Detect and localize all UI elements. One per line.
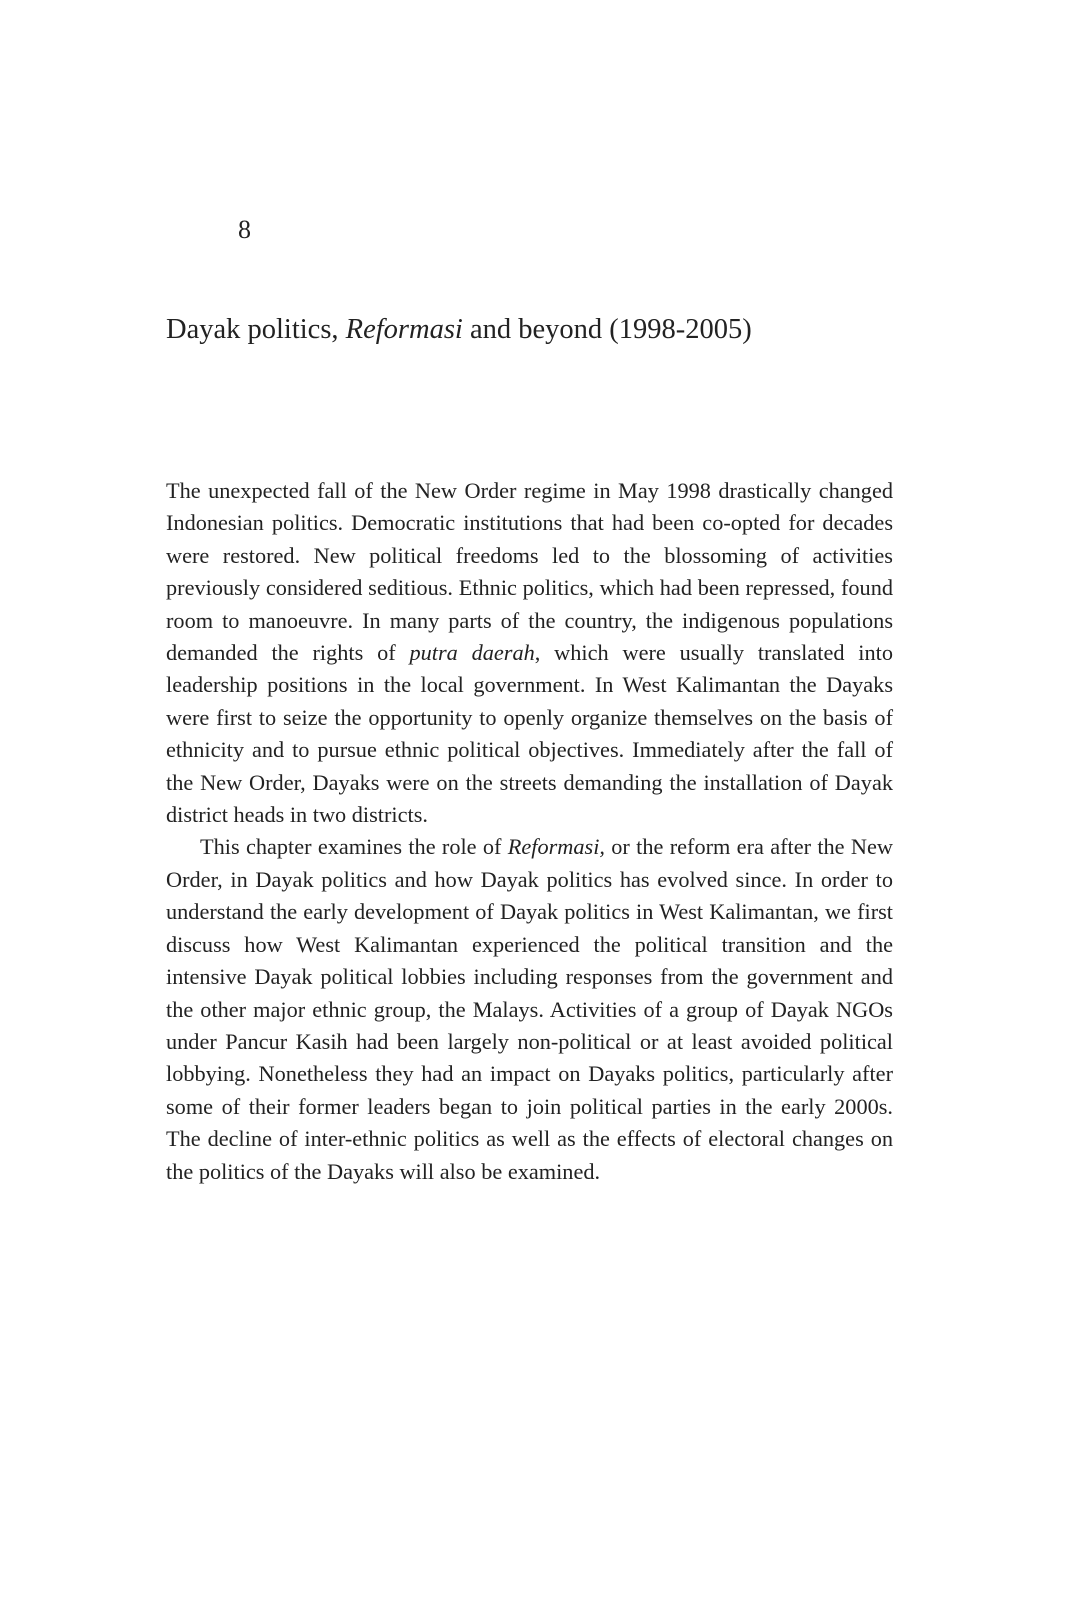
chapter-title-part2: and beyond (1998-2005) bbox=[462, 314, 752, 345]
chapter-title-italic: Reformasi bbox=[345, 314, 463, 345]
paragraph-2-text-b: or the reform era after the New Order, in Dayak politics and how Dayak politics has evolved since. In order to understand the early development of Dayak politics in West Kalimantan, we first discuss how West Kalimantan experienced the political transition and the intensive Dayak political lobbies including responses from the government and the other major ethnic group, the Malays. Activities of a group of Dayak NGOs under Pancur Kasih had been largely non-political or at least avoided political lobbying. Nonetheless they had an impact on Dayaks politics, particularly after some of their former leaders began to join political parties in the early 2000s. The decline of inter-ethnic politics as well as the effects of electoral changes on the politics of the Dayaks will also be examined. bbox=[166, 834, 893, 1184]
chapter-title bbox=[166, 308, 926, 352]
paragraph-1-italic: putra daerah bbox=[409, 640, 535, 666]
paragraph-2-italic: Reformasi, bbox=[507, 834, 605, 860]
paragraph-1-text-a: The unexpected fall of the New Order regime in May 1998 drastically changed Indonesian politics. Democratic institutions that had been co-opted for decades were restored. New political freedoms led to the blossoming of activities previously considered seditious. Ethnic politics, which had been repressed, found room to manoeuvre. In many parts of the country, the indigenous populations demanded the rights of bbox=[166, 478, 893, 666]
chapter-title-part1: Dayak politics, bbox=[166, 314, 346, 345]
body-text bbox=[166, 475, 893, 1188]
paragraph-2 bbox=[166, 831, 893, 1187]
chapter-number: 8 bbox=[238, 215, 251, 244]
paragraph-2-text-a: This chapter examines the role of bbox=[200, 834, 508, 860]
paragraph-1-text-b: , which were usually translated into leadership positions in the local government. In West Kalimantan the Dayaks were first to seize the opportunity to openly organize themselves on the basis of ethnicity and to pursue ethnic political objectives. Immediately after the fall of the New Order, Dayaks were on the streets demanding the installation of Dayak district heads in two districts. bbox=[166, 640, 893, 828]
paragraph-1 bbox=[166, 475, 893, 831]
